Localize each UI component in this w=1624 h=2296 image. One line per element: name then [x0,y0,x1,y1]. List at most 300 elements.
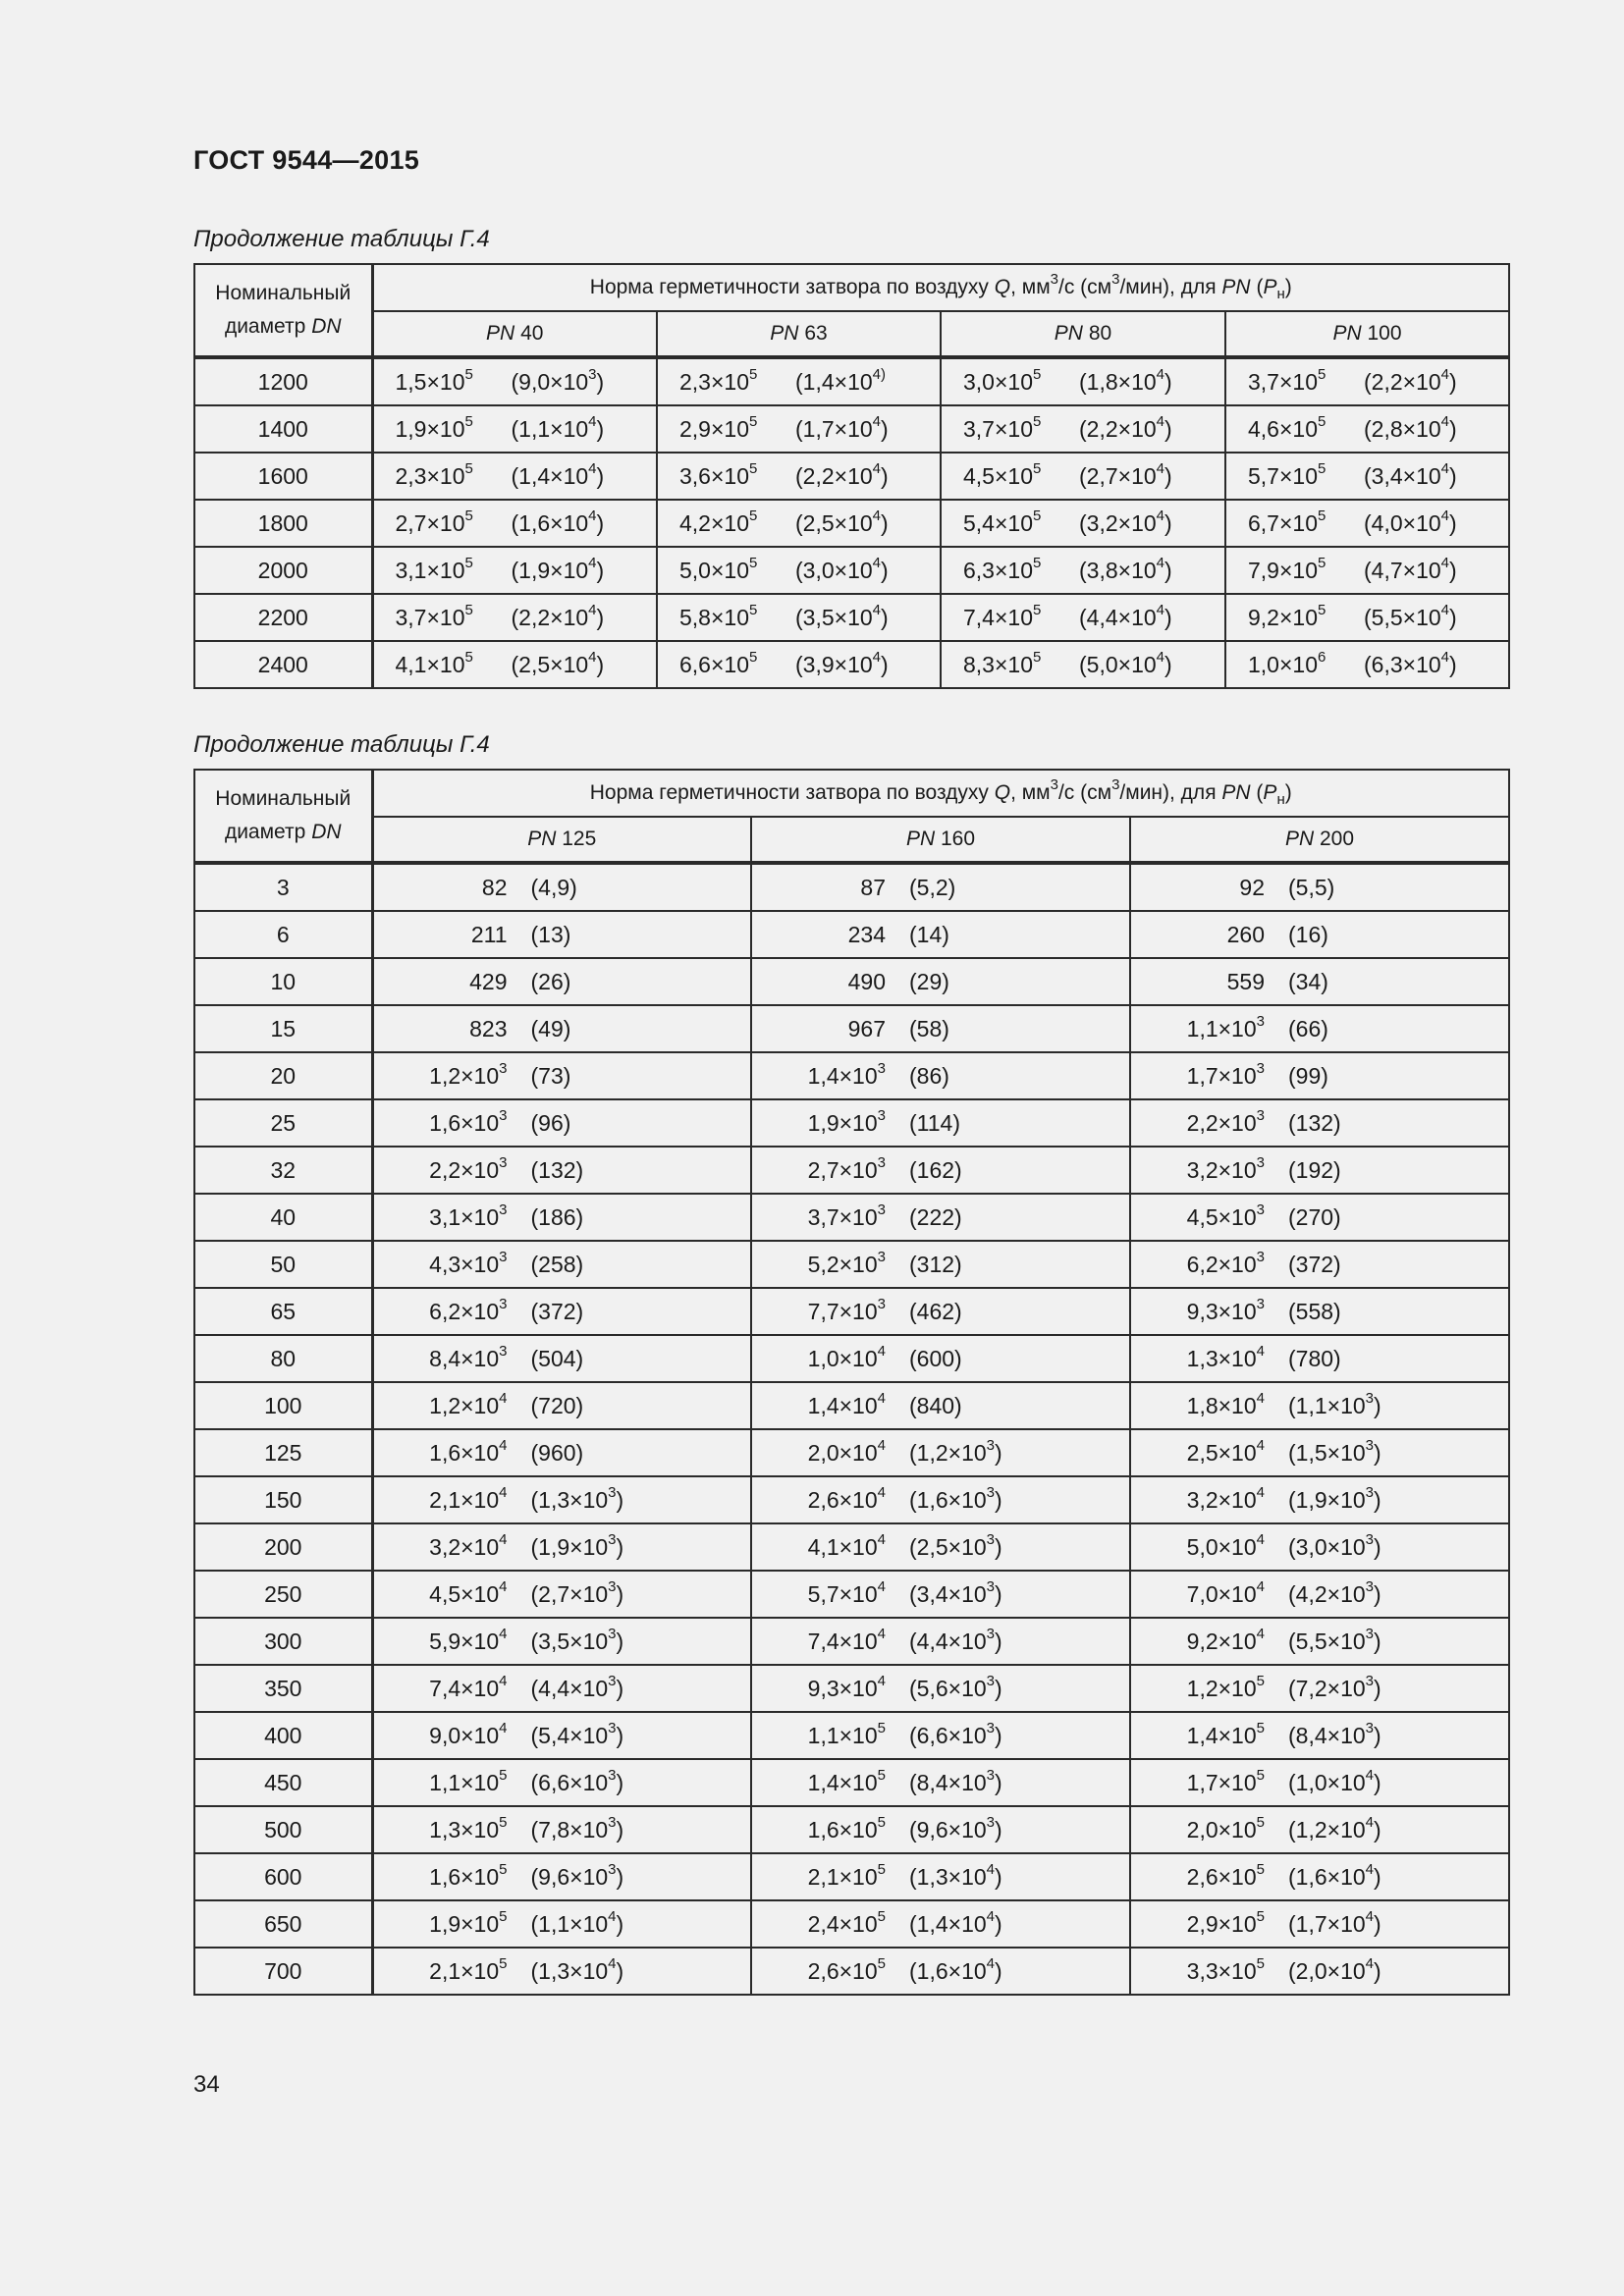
exponent: 5 [464,459,473,477]
paren-mantissa: (2,2×10 [1364,368,1441,395]
value-mm3-per-s [679,554,795,584]
paren-mantissa: (4,2×10 [1288,1580,1366,1607]
paren-mantissa: (2,8×10 [1364,415,1441,442]
paren-close: ) [995,1910,1002,1937]
value-cm3-per-min [531,1016,571,1042]
paren-mantissa: (9,0×10 [511,368,589,395]
value-mm3-per-s [1131,1577,1288,1608]
exponent: 3 [499,1059,508,1077]
paren-exponent: 4 [1365,1813,1374,1831]
paren-mantissa: (1,9×10 [1288,1486,1366,1513]
paren-close: ) [1374,1863,1381,1890]
value-cell [657,357,941,405]
paren-mantissa: (1,4×10 [511,462,589,489]
paren-mantissa: (132) [530,1156,584,1183]
paren-close: ) [995,1580,1002,1607]
paren-close: ) [1374,1769,1381,1795]
paren-mantissa: (29) [909,968,949,994]
value-cm3-per-min [1288,1860,1381,1891]
dn-header [194,264,372,357]
mantissa: 2,9×10 [679,415,749,442]
dn-cell: 15 [194,1005,372,1052]
table-row [194,357,1509,405]
table-row [194,547,1509,594]
mantissa: 1,3×10 [429,1816,500,1842]
value-cm3-per-min [909,1393,962,1419]
paren-mantissa: (3,0×10 [1288,1533,1366,1560]
paren-exponent: 4 [872,601,881,618]
value-cm3-per-min [530,1907,624,1938]
mantissa: 2,9×10 [1186,1910,1257,1937]
value-cell [1130,1712,1509,1759]
leakage-norm-header: Норма герметичности затвора по воздуху Q, $мм^3/с$ $(см^3/мин)$, для PN $(P_н)$ [372,770,1509,817]
value-mm3-per-s [752,1106,909,1137]
paren-close: ) [596,651,605,677]
value-mm3-per-s [752,1719,909,1749]
value-pair [374,875,751,901]
value-cell [751,1712,1130,1759]
value-cm3-per-min [909,1907,1002,1938]
paren-exponent: 3 [608,1625,617,1642]
pn-value: 100 [1367,322,1402,345]
value-mm3-per-s [752,1436,909,1467]
value-pair [658,365,940,396]
value-mm3-per-s [679,459,795,490]
value-pair [374,1201,751,1231]
value-mm3-per-s [374,1813,531,1843]
table-row [194,1476,1509,1523]
mantissa: 8,3×10 [963,651,1033,677]
value-cell [1225,641,1509,688]
value-pair [752,1719,1129,1749]
paren-mantissa: (5,5) [1288,874,1335,900]
value-mm3-per-s [374,1719,531,1749]
value-pair [942,601,1224,631]
paren-mantissa: (8,4×10 [909,1769,987,1795]
value-mm3-per-s [963,601,1079,631]
value-pair [374,648,657,678]
value-pair [942,554,1224,584]
exponent: 3 [499,1248,508,1265]
paren-exponent: 4 [608,1954,617,1972]
paren-close: ) [1449,604,1457,630]
value-cm3-per-min [909,1157,962,1184]
exponent: 4 [1256,1436,1265,1454]
paren-exponent: 3 [588,365,597,383]
value-cell [1130,1147,1509,1194]
paren-mantissa: (186) [530,1203,584,1230]
value-cm3-per-min [530,1577,624,1608]
exponent: 5 [749,601,758,618]
value-cm3-per-min [531,1204,584,1231]
value-cell [751,1476,1130,1523]
exponent: 5 [499,1813,508,1831]
dn-cell: 1600 [194,453,372,500]
value-mm3-per-s [1131,1295,1288,1325]
value-cell [751,1335,1130,1382]
paren-mantissa: (86) [909,1062,949,1089]
table-row [194,958,1509,1005]
paren-exponent: 3 [986,1813,995,1831]
value-pair [752,1342,1129,1372]
value-pair [1131,1954,1508,1985]
paren-exponent: 4 [588,459,597,477]
value-cm3-per-min [1364,507,1457,537]
pn-column-header [372,817,751,863]
value-cm3-per-min [795,648,889,678]
value-mm3-per-s [679,412,795,443]
mantissa: 1,0×10 [1248,651,1318,677]
value-cell [372,1429,751,1476]
value-cell [372,1853,751,1900]
table-row [194,863,1509,911]
exponent: 3 [877,1153,886,1171]
table-row [194,453,1509,500]
paren-exponent: 4 [1440,412,1449,430]
mantissa: 4,2×10 [679,509,749,536]
mantissa: 2,1×10 [429,1957,500,1984]
paren-exponent: 4 [1365,1954,1374,1972]
paren-exponent: 3 [986,1719,995,1736]
pn-column-header [657,311,941,357]
value-cell [372,1759,751,1806]
table-row [194,911,1509,958]
value-cm3-per-min [531,969,571,995]
paren-exponent: 4 [1156,554,1164,571]
value-pair [942,507,1224,537]
paren-close: ) [616,1722,624,1748]
exponent: 5 [464,554,473,571]
exponent: 5 [1033,601,1042,618]
paren-mantissa: (558) [1288,1298,1341,1324]
value-cm3-per-min [531,1252,584,1278]
mantissa: 1,2×10 [429,1392,500,1418]
mantissa: 4,5×10 [1186,1203,1257,1230]
paren-exponent: 4 [1365,1766,1374,1784]
value-pair [374,1016,751,1042]
value-cell [1130,1759,1509,1806]
paren-exponent: 4 [986,1860,995,1878]
value-pair [752,1106,1129,1137]
exponent: 4 [877,1672,886,1689]
mantissa: 1,3×10 [1186,1345,1257,1371]
dn-cell: 600 [194,1853,372,1900]
value-pair [1131,1248,1508,1278]
mantissa: 1,1×10 [1186,1015,1257,1041]
value-mm3-per-s [752,1577,909,1608]
value-mm3-per-s [752,1295,909,1325]
paren-mantissa: (114) [909,1109,960,1136]
value-cell [751,1288,1130,1335]
value-cell [751,1948,1130,1995]
value-cell [372,1241,751,1288]
pn-value: 63 [804,322,828,345]
value-cm3-per-min [1288,1016,1328,1042]
pn-column-header [372,311,657,357]
paren-close: ) [616,1816,624,1842]
value-mm3-per-s [1131,1860,1288,1891]
dn-cell: 400 [194,1712,372,1759]
value-pair [374,1907,751,1938]
value-cm3-per-min [909,1766,1002,1796]
value-cell [1130,958,1509,1005]
pn-column-header [941,311,1225,357]
paren-close: ) [1449,368,1457,395]
value-cell [372,357,657,405]
exponent: 4 [877,1342,886,1360]
value-pair [1226,412,1508,443]
mantissa: 9,0×10 [429,1722,500,1748]
mantissa: 6,6×10 [679,651,749,677]
value-mm3-per-s [752,1201,909,1231]
dn-header-symbol: DN [311,821,342,843]
value-cm3-per-min [530,1766,624,1796]
value-pair [752,1577,1129,1608]
value-pair [752,1483,1129,1514]
paren-mantissa: (1,6×10 [909,1957,987,1984]
value-pair [374,1342,751,1372]
table-row [194,1429,1509,1476]
value-pair [374,1059,751,1090]
value-mm3-per-s [374,969,531,995]
value-mm3-per-s [395,554,512,584]
value-cell [941,641,1225,688]
pn-label: PN [1332,322,1362,345]
mantissa: 6,3×10 [963,557,1033,583]
value-mm3-per-s [752,1059,909,1090]
dn-cell: 300 [194,1618,372,1665]
value-mm3-per-s [752,875,909,901]
paren-mantissa: (1,6×10 [511,509,589,536]
paren-mantissa: (1,2×10 [1288,1816,1366,1842]
mantissa: 3,1×10 [429,1203,500,1230]
value-mm3-per-s [374,1106,531,1137]
exponent: 5 [1256,1719,1265,1736]
value-cm3-per-min [1288,1110,1341,1137]
paren-mantissa: (2,2×10 [511,604,589,630]
exponent: 5 [749,554,758,571]
value-cm3-per-min [530,1530,624,1561]
value-mm3-per-s [374,1153,531,1184]
paren-mantissa: (3,0×10 [795,557,873,583]
value-cm3-per-min [1288,1530,1381,1561]
value-cell [372,594,657,641]
value-pair [1131,1672,1508,1702]
paren-mantissa: (3,5×10 [795,604,873,630]
paren-mantissa: (26) [530,968,571,994]
paren-close: ) [596,462,605,489]
dn-header-line2: диаметр [224,821,306,843]
value-mm3-per-s [1131,1719,1288,1749]
table-row [194,1948,1509,1995]
paren-exponent: 3 [986,1483,995,1501]
value-pair [1131,969,1508,995]
paren-mantissa: (720) [530,1392,584,1418]
value-mm3-per-s [752,1342,909,1372]
value-mm3-per-s [1131,1625,1288,1655]
value-mm3-per-s [963,459,1079,490]
value-cell [1130,1571,1509,1618]
value-mm3-per-s [1248,365,1364,396]
mantissa: 260 [1226,921,1265,947]
value-cm3-per-min [909,1063,949,1090]
exponent: 4 [1256,1483,1265,1501]
exponent: 4 [877,1483,886,1501]
exponent: 3 [1256,1153,1265,1171]
value-cell [372,1712,751,1759]
mantissa: 5,7×10 [1248,462,1318,489]
paren-exponent: 3 [986,1436,995,1454]
paren-mantissa: (504) [530,1345,584,1371]
value-mm3-per-s [374,1483,531,1514]
value-mm3-per-s [395,507,512,537]
paren-close: ) [1449,509,1457,536]
paren-mantissa: (780) [1288,1345,1341,1371]
value-cm3-per-min [909,1719,1002,1749]
exponent: 4 [1256,1577,1265,1595]
paren-mantissa: (9,6×10 [909,1816,987,1842]
value-cm3-per-min [909,1252,962,1278]
value-pair [374,1153,751,1184]
paren-close: ) [616,1957,624,1984]
exponent: 5 [877,1954,886,1972]
value-cell [751,958,1130,1005]
mantissa: 6,2×10 [1186,1251,1257,1277]
paren-mantissa: (5,4×10 [530,1722,609,1748]
value-mm3-per-s [374,875,531,901]
value-pair [1226,601,1508,631]
table-row [194,1806,1509,1853]
paren-mantissa: (1,7×10 [795,415,873,442]
mantissa: 1,6×10 [429,1109,500,1136]
value-mm3-per-s [374,1389,531,1419]
value-cell [941,357,1225,405]
exponent: 4 [877,1436,886,1454]
mantissa: 2,0×10 [807,1439,878,1466]
table-row [194,1712,1509,1759]
paren-close: ) [1374,1722,1381,1748]
value-mm3-per-s [374,1201,531,1231]
paren-mantissa: (1,5×10 [1288,1439,1366,1466]
value-pair [374,1436,751,1467]
mantissa: 1,6×10 [429,1863,500,1890]
paren-exponent: 4 [1440,601,1449,618]
mantissa: 3,2×10 [429,1533,500,1560]
paren-mantissa: (4,4×10 [909,1628,987,1654]
mantissa: 4,1×10 [395,651,465,677]
table-row [194,1194,1509,1241]
value-cm3-per-min [1288,1063,1328,1090]
value-cell [941,453,1225,500]
paren-exponent: 4 [588,507,597,524]
value-cm3-per-min [531,1393,584,1419]
exponent: 5 [1033,648,1042,666]
paren-exponent: 4) [872,365,886,383]
value-cm3-per-min [530,1954,624,1985]
value-mm3-per-s [1131,1954,1288,1985]
mantissa: 3,7×10 [807,1203,878,1230]
value-cell [1225,357,1509,405]
value-mm3-per-s [374,1672,531,1702]
value-pair [752,1766,1129,1796]
value-cm3-per-min [909,1299,962,1325]
table-row [194,1665,1509,1712]
value-mm3-per-s [374,1059,531,1090]
paren-close: ) [881,604,889,630]
value-mm3-per-s [963,365,1079,396]
value-cell [751,1571,1130,1618]
value-cm3-per-min [1079,507,1172,537]
value-cm3-per-min [530,1813,624,1843]
table-row [194,1147,1509,1194]
value-cm3-per-min [909,1110,960,1137]
paren-close: ) [995,1486,1002,1513]
paren-mantissa: (13) [530,921,571,947]
mantissa: 1,5×10 [395,368,465,395]
exponent: 5 [499,1860,508,1878]
value-cm3-per-min [1288,1204,1341,1231]
value-mm3-per-s [374,1625,531,1655]
value-pair [374,459,657,490]
paren-close: ) [1374,1628,1381,1654]
value-mm3-per-s [1131,1436,1288,1467]
value-mm3-per-s [374,1860,531,1891]
exponent: 5 [499,1766,508,1784]
value-cell [657,641,941,688]
paren-close: ) [995,1675,1002,1701]
mantissa: 4,5×10 [429,1580,500,1607]
exponent: 5 [1256,1954,1265,1972]
mantissa: 2,0×10 [1186,1816,1257,1842]
value-cm3-per-min [1288,875,1334,901]
value-cell [1130,1618,1509,1665]
paren-exponent: 4 [1156,365,1164,383]
mantissa: 1,4×10 [1186,1722,1257,1748]
paren-mantissa: (5,5×10 [1288,1628,1366,1654]
value-mm3-per-s [374,1577,531,1608]
value-cell [1130,1429,1509,1476]
value-cm3-per-min [511,412,605,443]
mantissa: 82 [481,874,508,900]
mantissa: 9,3×10 [1186,1298,1257,1324]
value-cm3-per-min [795,459,889,490]
value-mm3-per-s [752,1530,909,1561]
value-cm3-per-min [795,554,889,584]
value-pair [1131,1106,1508,1137]
value-cm3-per-min [909,922,949,948]
exponent: 5 [1033,459,1042,477]
value-cm3-per-min [909,875,955,901]
document-header: ГОСТ 9544—2015 [193,145,420,175]
paren-close: ) [596,368,605,395]
table-row [194,1382,1509,1429]
value-cm3-per-min [909,1016,949,1042]
paren-mantissa: (2,5×10 [909,1533,987,1560]
paren-exponent: 3 [986,1625,995,1642]
exponent: 3 [499,1106,508,1124]
mantissa: 3,7×10 [1248,368,1318,395]
value-cm3-per-min [1079,648,1172,678]
value-mm3-per-s [1131,1012,1288,1042]
table-row [194,1900,1509,1948]
pn-label: PN [905,828,936,850]
value-cm3-per-min [511,554,605,584]
paren-close: ) [1374,1439,1381,1466]
value-cm3-per-min [1364,554,1457,584]
dn-cell: 3 [194,863,372,911]
value-pair [1226,648,1508,678]
value-cell [372,1618,751,1665]
